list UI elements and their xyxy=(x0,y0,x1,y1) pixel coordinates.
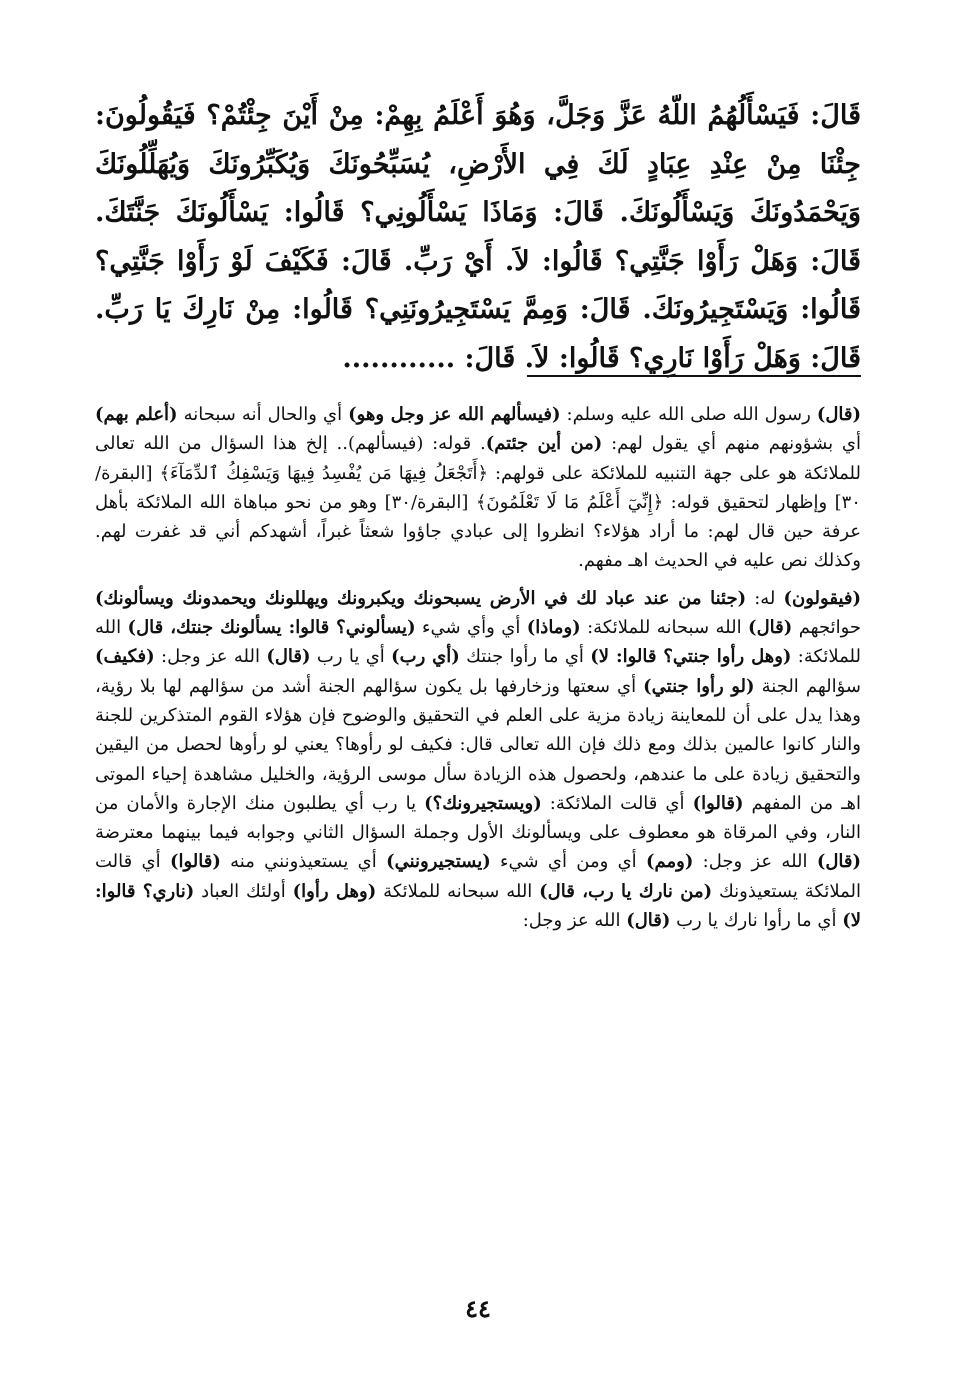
bold-quoted-segment: (من نارك يا رب، قال) xyxy=(539,880,713,902)
text-segment: أي بشؤونهم منهم أي يقول لهم: xyxy=(602,433,861,455)
text-segment: أي ما رأوا نارك يا رب xyxy=(670,910,843,932)
text-segment: أي يستعيذونني منه xyxy=(220,851,387,873)
bold-quoted-segment: (أي رب) xyxy=(391,646,460,668)
text-segment: سؤالهم الجنة xyxy=(754,675,861,697)
hadith-text-block xyxy=(95,92,861,383)
text-segment: أي وأي شيء xyxy=(415,617,527,639)
bold-quoted-segment: (ويستجيرونك؟) xyxy=(424,792,542,814)
text-segment: أي قالت الملائكة: xyxy=(541,792,693,814)
text-segment: يا رب أي يطلبون منك الإجارة والأمان من النار، وفي المرقاة هو معطوف على ويسألونك الأول وجملة السؤال الثاني وجوابه فيما بينهما معترضة xyxy=(95,792,861,844)
bold-quoted-segment: (قال) xyxy=(816,851,862,873)
bold-quoted-segment: (قالوا) xyxy=(692,792,744,814)
bold-quoted-segment: (وهل رأوا جنتي؟ قالوا: لا) xyxy=(590,646,792,668)
bold-quoted-segment: (فكيف) xyxy=(95,646,155,668)
commentary-paragraph-2 xyxy=(95,584,861,936)
bold-quoted-segment: (وماذا) xyxy=(526,617,581,639)
bold-quoted-segment: (يسألوني؟ قالوا: يسألونك جنتك، قال) xyxy=(127,617,416,639)
page-number: ٤٤ xyxy=(465,1294,491,1323)
text-segment: أي ومن أي شيء xyxy=(490,851,646,873)
text-segment: . قوله: (فيسألهم).. إلخ هذا السؤال من الله تعالى للملائكة هو على جهة التنبيه للملائكة على قولهم: ﴿أَتَجْعَلُ فِيهَا مَن يُفْسِدُ فِيهَا وَيَسْفِكُ ٱلدِّمَآءَ﴾ [البقرة/٣٠] وإظهار لتحقيق قوله: ﴿إِنِّيٓ أَعْلَمُ مَا لَا تَعْلَمُونَ﴾ [البقرة/٣٠] وهو من نحو مباهاة الله الملائكة بأهل عرفة حين قال لهم: ما أراد هؤلاء؟ انظروا إلى عبادي جاؤوا شعثاً غبراً، أشهدكم أني قد غفرت لهم. وكذلك نص عليه في الحديث اهـ مفهم. xyxy=(95,433,862,572)
bold-quoted-segment: (قالوا) xyxy=(169,851,221,873)
text-segment: الله للملائكة: xyxy=(95,617,862,668)
text-segment: الله سبحانه للملائكة xyxy=(376,880,540,902)
bold-quoted-segment: (ومم) xyxy=(645,851,694,873)
bold-quoted-segment: (من أين جئتم) xyxy=(485,433,603,455)
commentary-block xyxy=(95,400,861,935)
text-segment: الله عز وجل: xyxy=(154,646,267,668)
bold-quoted-segment: (يستجيرونني) xyxy=(386,851,491,873)
bold-quoted-segment: (أعلم بهم) xyxy=(95,404,178,425)
text-segment: أي سعتها وزخارفها بل يكون سؤالهم الجنة أشد من سؤالهم لها بلا رؤية، وهذا يدل على أن للمعاينة زيادة مزية على العلم في التحقيق والوضوح فإن هؤلاء القوم المتذكرين للجنة والنار كانوا عالمين بذلك ومع ذلك فإن الله تعالى قال: فكيف لو رأوها؟ يعني لو رأوها لحصل من اليقين والتحقيق زيادة على ما عندهم، ولحصول هذه الزيادة سأل موسى الرؤية، والخليل مشاهدة إحياء الموتى اهـ من المفهم xyxy=(95,675,861,814)
bold-quoted-segment: (لو رأوا جنتي) xyxy=(643,675,755,697)
commentary-paragraph-1 xyxy=(95,400,861,576)
text-segment: رسول الله صلى الله عليه وسلم: xyxy=(560,404,817,425)
text-segment: أي يا رب xyxy=(310,646,392,668)
footnote-separator-line xyxy=(527,375,861,377)
bold-quoted-segment: (قال) xyxy=(748,617,793,639)
text-segment: حوائجهم xyxy=(792,617,862,639)
bold-quoted-segment: (قال) xyxy=(626,910,671,932)
text-segment: أي ما رأوا جنتك xyxy=(459,646,591,668)
text-segment: الله عز وجل: xyxy=(522,910,627,932)
text-segment: له: xyxy=(746,587,784,609)
text-segment: أي والحال أنه سبحانه xyxy=(177,404,349,425)
bold-quoted-segment: (قال) xyxy=(816,404,862,425)
text-segment: الله سبحانه للملائكة: xyxy=(580,617,749,639)
text-segment: الله عز وجل: xyxy=(693,851,817,873)
bold-quoted-segment: (وهل رأوا) xyxy=(292,880,377,902)
bold-quoted-segment: (فيسألهم الله عز وجل وهو) xyxy=(348,404,561,425)
text-segment: أولئك العباد xyxy=(194,880,293,902)
bold-quoted-segment: (فيقولون) xyxy=(783,587,861,609)
hadith-paragraph: قَالَ: فَيَسْأَلُهُمُ اللّهُ عَزَّ وَجَلَّ، وَهُوَ أَعْلَمُ بِهِمْ: مِنْ أَيْنَ جِئْتُمْ؟ فَيَقُولُونَ: جِئْنَا مِنْ عِنْدِ عِبَادٍ لَكَ فِي الأَرْضِ، يُسَبِّحُونَكَ وَيُكَبِّرُونَكَ وَيُهَلِّلُونَكَ وَيَحْمَدُونَكَ وَيَسْأَلُونَكَ. قَالَ: وَمَاذَا يَسْأَلُونِي؟ قَالُوا: يَسْأَلُونَكَ جَنَّتَكَ. قَالَ: وَهَلْ رَأَوْا جَنَّتِي؟ قَالُوا: لاَ. أَيْ رَبِّ. قَالَ: فَكَيْفَ لَوْ رَأَوْا جَنَّتِي؟ قَالُوا: وَيَسْتَجِيرُونَكَ. قَالَ: وَمِمَّ يَسْتَجِيرُونَنِي؟ قَالُوا: مِنْ نَارِكَ يَا رَبِّ. قَالَ: وَهَلْ رَأَوْا نَارِي؟ قَالُوا: لاَ. قَالَ: ............ xyxy=(95,100,861,374)
text-segment: أي قالت الملائكة يستعيذونك xyxy=(95,851,861,902)
bold-quoted-segment: (قال) xyxy=(266,646,311,668)
bold-quoted-segment: (جئنا من عند عباد لك في الأرض يسبحونك ويكبرونك ويهللونك ويحمدونك ويسألونك) xyxy=(95,587,747,609)
bold-quoted-segment: (ناري؟ قالوا: لا) xyxy=(95,880,861,932)
